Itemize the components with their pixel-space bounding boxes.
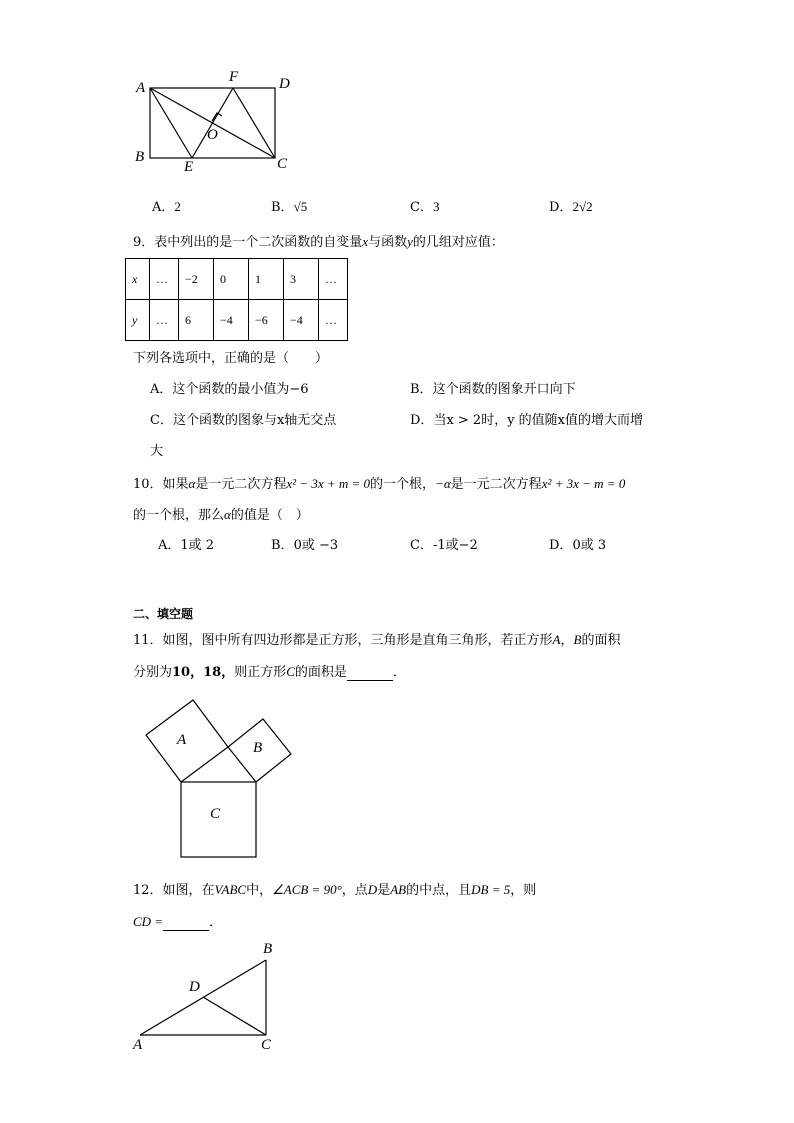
q9-option-d[interactable]: D．当x > 2时，y 的值随x值的增大而增 [410,413,644,428]
table-cell: −4 [284,300,319,341]
q11-label-c: C [210,806,221,822]
q9-option-d-wrap: 大 [150,444,164,459]
q8-option-b[interactable]: B．√5 [271,199,308,215]
table-cell: −4 [214,300,249,341]
table-cell: 1 [249,259,284,300]
table-cell: … [319,300,348,341]
q10-stem-line2: 的一个根，那么α的值是（ ） [133,507,309,523]
table-cell: 0 [214,259,249,300]
q10-option-a[interactable]: A．1或 2 [158,538,215,553]
q9-option-c[interactable]: C．这个函数的图象与x轴无交点 [150,413,337,428]
q8-label-e: E [184,159,194,175]
q9-option-b[interactable]: B．这个函数的图象开口向下 [410,382,576,397]
q8-label-c: C [277,156,288,172]
table-cell: −2 [179,259,214,300]
q8-option-c[interactable]: C．3 [410,199,440,215]
q8-label-a: A [136,80,146,96]
q11-stem-line2: 分别为10，18，则正方形C的面积是 ． [133,664,406,680]
q8-label-d: D [279,76,290,92]
q9-stem: 9．表中列出的是一个二次函数的自变量x与函数y的几组对应值： [133,234,504,250]
table-cell: −6 [249,300,284,341]
q11-label-b: B [253,740,263,756]
q10-option-b[interactable]: B．0或 −3 [271,538,339,553]
table-cell: 6 [179,300,214,341]
q8-label-f: F [229,69,239,85]
q8-label-b: B [135,149,145,165]
table-cell: … [319,259,348,300]
q12-label-a: A [133,1037,143,1053]
q12-label-c: C [261,1037,272,1053]
q12-stem-line1: 12．如图，在VABC中，∠ACB = 90°，点D是AB的中点，且DB = 5，则 [133,882,537,898]
table-cell: y [126,300,150,341]
q11-stem-line1: 11．如图，图中所有四边形都是正方形，三角形是直角三角形，若正方形A，B的面积 [133,632,621,648]
q12-stem-line2: CD = ． [133,914,223,930]
q12-label-d: D [189,979,200,995]
q9-option-a[interactable]: A．这个函数的最小值为−6 [150,382,309,397]
table-cell: x [126,259,150,300]
q10-stem-line1: 10．如果α是一元二次方程x² − 3x + m = 0的一个根，−α是一元二次方程x² + 3x − m = 0 [133,476,626,492]
section-title: 二、填空题 [133,607,194,621]
q10-option-c[interactable]: C．-1或−2 [410,538,478,553]
q8-label-o: O [207,127,218,143]
q8-option-a[interactable]: A．2 [152,199,181,215]
q12-label-b: B [263,941,273,957]
q10-option-d[interactable]: D．0或 3 [549,538,607,553]
q9-prompt: 下列各选项中，正确的是（ ） [133,351,329,366]
q11-label-a: A [177,732,187,748]
table-cell: … [150,259,179,300]
table-cell: 3 [284,259,319,300]
q8-option-d[interactable]: D．2√2 [549,199,593,215]
table-cell: … [150,300,179,341]
